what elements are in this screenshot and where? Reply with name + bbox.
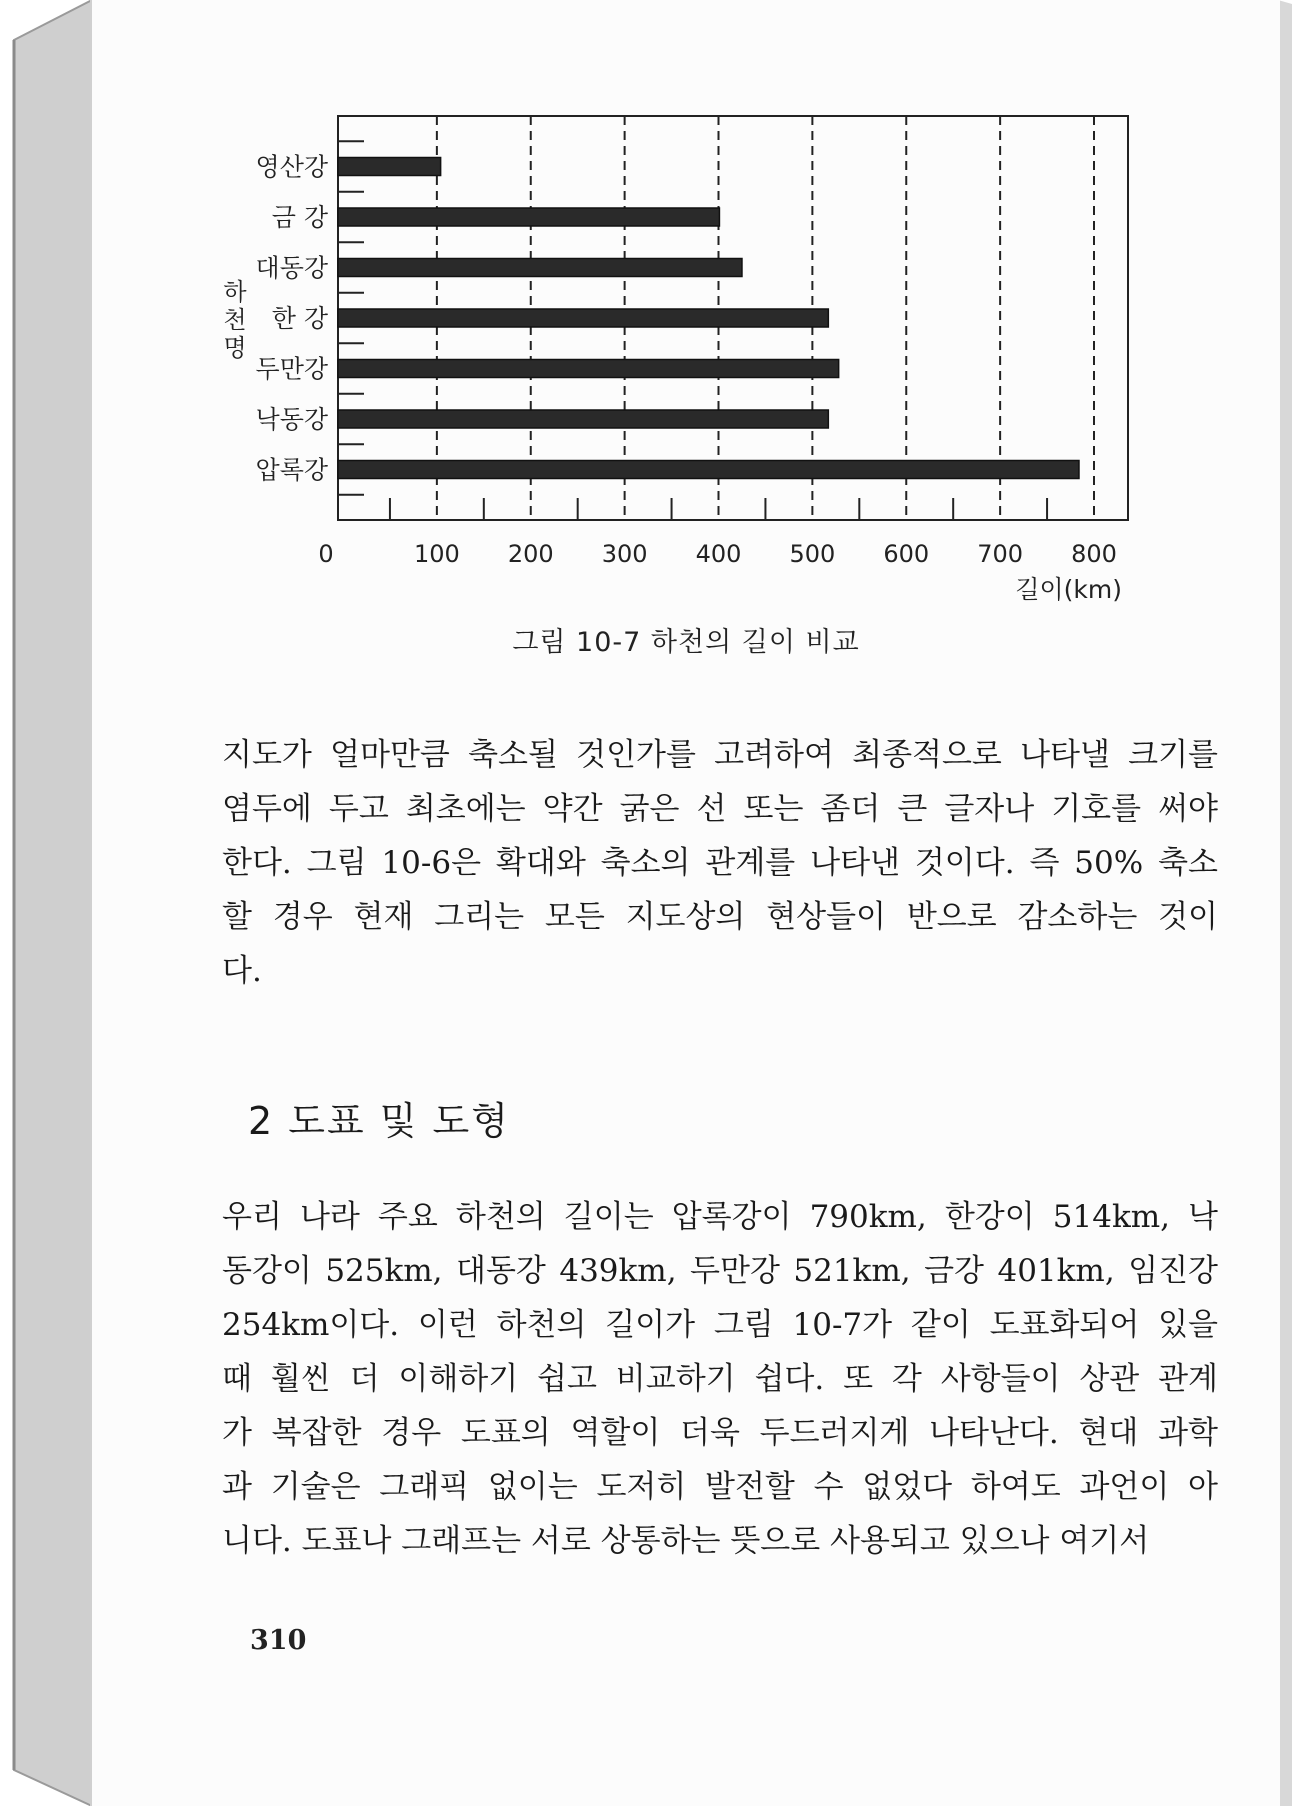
- text-line: 다.: [222, 953, 262, 989]
- x-tick-label: 0: [318, 540, 334, 568]
- bar-2: [338, 259, 742, 277]
- section-heading: 2 도표 및 도형: [248, 1099, 510, 1143]
- category-label: 대동강: [255, 253, 328, 283]
- text-line: 동강이 525km, 대동강 439km, 두만강 521km, 금강 401km, 임진강: [222, 1253, 1218, 1289]
- paragraph-2: [222, 1190, 1218, 1568]
- category-label: 두만강: [255, 354, 328, 384]
- text-line: 가 복잡한 경우 도표의 역할이 더욱 두드러지게 나타난다. 현대 과학: [222, 1415, 1218, 1451]
- y-label-char: 하: [223, 278, 247, 306]
- x-tick-label: 400: [695, 540, 742, 568]
- category-label: 금 강: [271, 203, 328, 232]
- bar-5: [338, 410, 828, 428]
- bar-3: [338, 309, 828, 327]
- book-page: [92, 0, 1280, 1806]
- chart-x-axis-label: 길이(km): [1015, 575, 1122, 604]
- page-number: 310: [250, 1625, 307, 1656]
- bar-0: [338, 158, 441, 176]
- y-label-char: 명: [223, 334, 247, 362]
- bar-6: [338, 461, 1079, 479]
- chart-x-ticks: [318, 540, 1117, 568]
- category-label: 한 강: [271, 304, 328, 333]
- x-tick-label: 700: [977, 540, 1024, 568]
- x-tick-label: 200: [507, 540, 554, 568]
- text-line: 과 기술은 그래픽 없이는 도저히 발전할 수 없었다 하여도 과언이 아: [222, 1469, 1218, 1505]
- text-line: 한다. 그림 10-6은 확대와 축소의 관계를 나타낸 것이다. 즉 50% 축소: [222, 845, 1218, 881]
- x-tick-label: 100: [413, 540, 460, 568]
- bar-4: [338, 360, 839, 378]
- chart-y-axis-label: [223, 278, 247, 362]
- category-label: 낙동강: [255, 405, 328, 434]
- category-label: 압록강: [255, 455, 328, 485]
- chart-bars: [338, 158, 1079, 479]
- category-label: 영산강: [255, 152, 328, 182]
- text-line: 우리 나라 주요 하천의 길이는 압록강이 790km, 한강이 514km, 낙: [222, 1199, 1218, 1235]
- text-line: 니다. 도표나 그래프는 서로 상통하는 뜻으로 사용되고 있으나 여기서: [222, 1523, 1150, 1559]
- text-line: 염두에 두고 최초에는 약간 굵은 선 또는 좀더 큰 글자나 기호를 써야: [222, 791, 1218, 827]
- x-tick-label: 500: [789, 540, 836, 568]
- chart-category-labels: [256, 153, 329, 485]
- y-label-char: 천: [223, 306, 247, 334]
- bar-1: [338, 208, 719, 226]
- figure-caption: 그림 10-7 하천의 길이 비교: [512, 627, 860, 658]
- paragraph-1: [222, 728, 1218, 998]
- x-tick-label: 600: [883, 540, 930, 568]
- text-line: 지도가 얼마만큼 축소될 것인가를 고려하여 최종적으로 나타낼 크기를: [222, 737, 1218, 773]
- text-line: 254km이다. 이런 하천의 길이가 그림 10-7가 같이 도표화되어 있을: [222, 1307, 1218, 1343]
- bar-chart: [92, 0, 1280, 620]
- x-tick-label: 800: [1071, 540, 1117, 568]
- text-line: 할 경우 현재 그리는 모든 지도상의 현상들이 반으로 감소하는 것이: [222, 899, 1218, 935]
- x-tick-label: 300: [601, 540, 648, 568]
- text-line: 때 훨씬 더 이해하기 쉽고 비교하기 쉽다. 또 각 사항들이 상관 관계: [222, 1361, 1218, 1397]
